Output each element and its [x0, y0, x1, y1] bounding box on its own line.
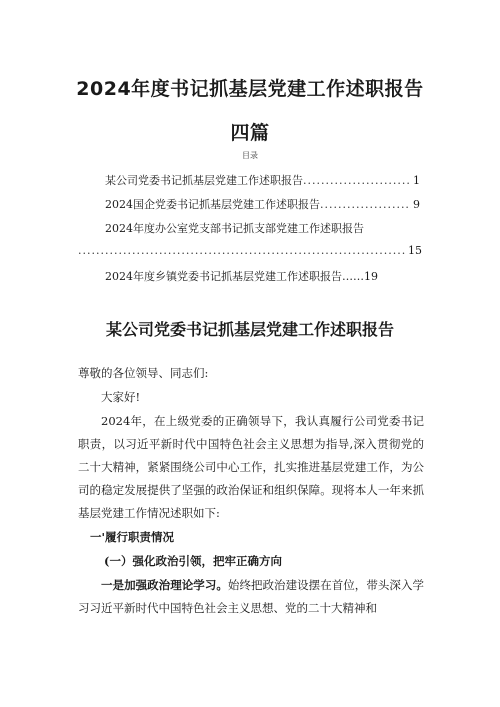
section-title: 某公司党委书记抓基层党建工作述职报告: [105, 320, 394, 339]
toc-entry-continuation[interactable]: [78, 244, 422, 257]
document-title: 2024年度书记抓基层党建工作述职报告: [76, 78, 424, 100]
greeting: 大家好!: [101, 390, 141, 404]
toc-leader: [78, 244, 406, 257]
salutation: 尊敬的各位领导、同志们:: [78, 366, 209, 380]
toc-leader: [303, 174, 411, 187]
paragraph-text: 始终把政治建设摆在首位，带头深入学习习近平新时代中国特色社会主义思想、党的二十大精神和: [78, 578, 424, 615]
toc-entry[interactable]: [105, 196, 420, 212]
toc-entry[interactable]: [105, 268, 378, 284]
subheading-level2: (一）强化政治引领，把牢正确方向: [104, 554, 282, 568]
toc-heading: 目录: [242, 151, 258, 160]
subheading-level1: 一'履行职责情况: [90, 530, 175, 544]
toc-entry-title: 2024年度办公室党支部书记抓支部党建工作述职报告: [105, 222, 364, 235]
toc-entry-title: 某公司党委书记抓基层党建工作述职报告: [105, 174, 303, 187]
document-title-count: 四篇: [230, 122, 270, 144]
toc-entry-title: 2024年度乡镇党委书记抓基层党建工作述职报告……19: [105, 270, 378, 283]
toc-entry-page: 1: [413, 174, 420, 187]
toc-leader: [320, 198, 411, 211]
toc-entry[interactable]: [105, 220, 364, 236]
body-paragraph: [78, 574, 424, 620]
toc-entry-page: 9: [413, 198, 420, 211]
body-paragraph: 2024年，在上级党委的正确领导下，我认真履行公司党委书记职责，以习近平新时代中国特色社会主义思想为指导,深入贯彻党的二十大精神，紧紧围绕公司中心工作，扎实推进基层党建工作，为公司的稳定发展提供了坚强的政治保证和组织保障。现将本人一年来抓基层党建工作情况述职如下:: [78, 414, 424, 520]
toc-entry[interactable]: [105, 172, 420, 188]
toc-entry-title: 2024国企党委书记抓基层党建工作述职报告: [105, 198, 320, 211]
paragraph-lead: 一是加强政治理论学习。: [101, 578, 228, 592]
toc-entry-page: 15: [408, 244, 422, 257]
